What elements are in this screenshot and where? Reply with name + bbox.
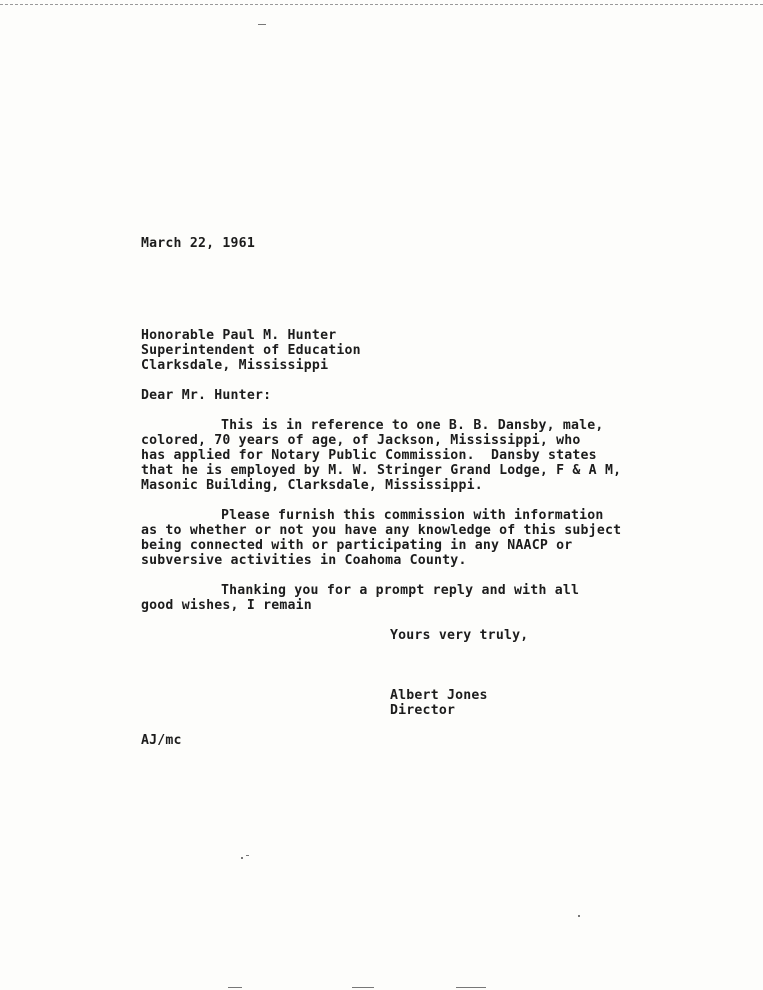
recipient-name: Honorable Paul M. Hunter xyxy=(141,328,337,343)
paragraph3-line: Thanking you for a prompt reply and with all xyxy=(221,583,580,598)
scan-speck xyxy=(578,915,580,917)
paragraph1-line: This is in reference to one B. B. Dansby, male, xyxy=(221,418,604,433)
scan-speck xyxy=(228,987,242,988)
salutation: Dear Mr. Hunter: xyxy=(141,388,272,403)
signer-name: Albert Jones xyxy=(390,688,488,703)
recipient-city: Clarksdale, Mississippi xyxy=(141,358,329,373)
letter-date: March 22, 1961 xyxy=(141,236,255,251)
paragraph2-line: subversive activities in Coahoma County. xyxy=(141,553,467,568)
paragraph2-line: being connected with or participating in any NAACP or xyxy=(141,538,573,553)
scan-speck xyxy=(352,987,374,988)
paragraph2-line: as to whether or not you have any knowledge of this subject xyxy=(141,523,622,538)
typist-initials: AJ/mc xyxy=(141,733,182,748)
recipient-title: Superintendent of Education xyxy=(141,343,361,358)
scan-speck xyxy=(246,855,249,856)
paragraph2-line: Please furnish this commission with information xyxy=(221,508,604,523)
paragraph1-line: has applied for Notary Public Commission. Dansby states xyxy=(141,448,597,463)
scan-speck xyxy=(241,857,243,859)
paragraph1-line: colored, 70 years of age, of Jackson, Mississippi, who xyxy=(141,433,581,448)
page-top-edge xyxy=(0,4,763,5)
closing: Yours very truly, xyxy=(390,628,529,643)
scan-speck xyxy=(258,24,266,25)
paragraph1-line: Masonic Building, Clarksdale, Mississippi. xyxy=(141,478,483,493)
paragraph1-line: that he is employed by M. W. Stringer Grand Lodge, F & A M, xyxy=(141,463,622,478)
signer-title: Director xyxy=(390,703,456,718)
paragraph3-line: good wishes, I remain xyxy=(141,598,312,613)
scan-speck xyxy=(456,987,486,988)
